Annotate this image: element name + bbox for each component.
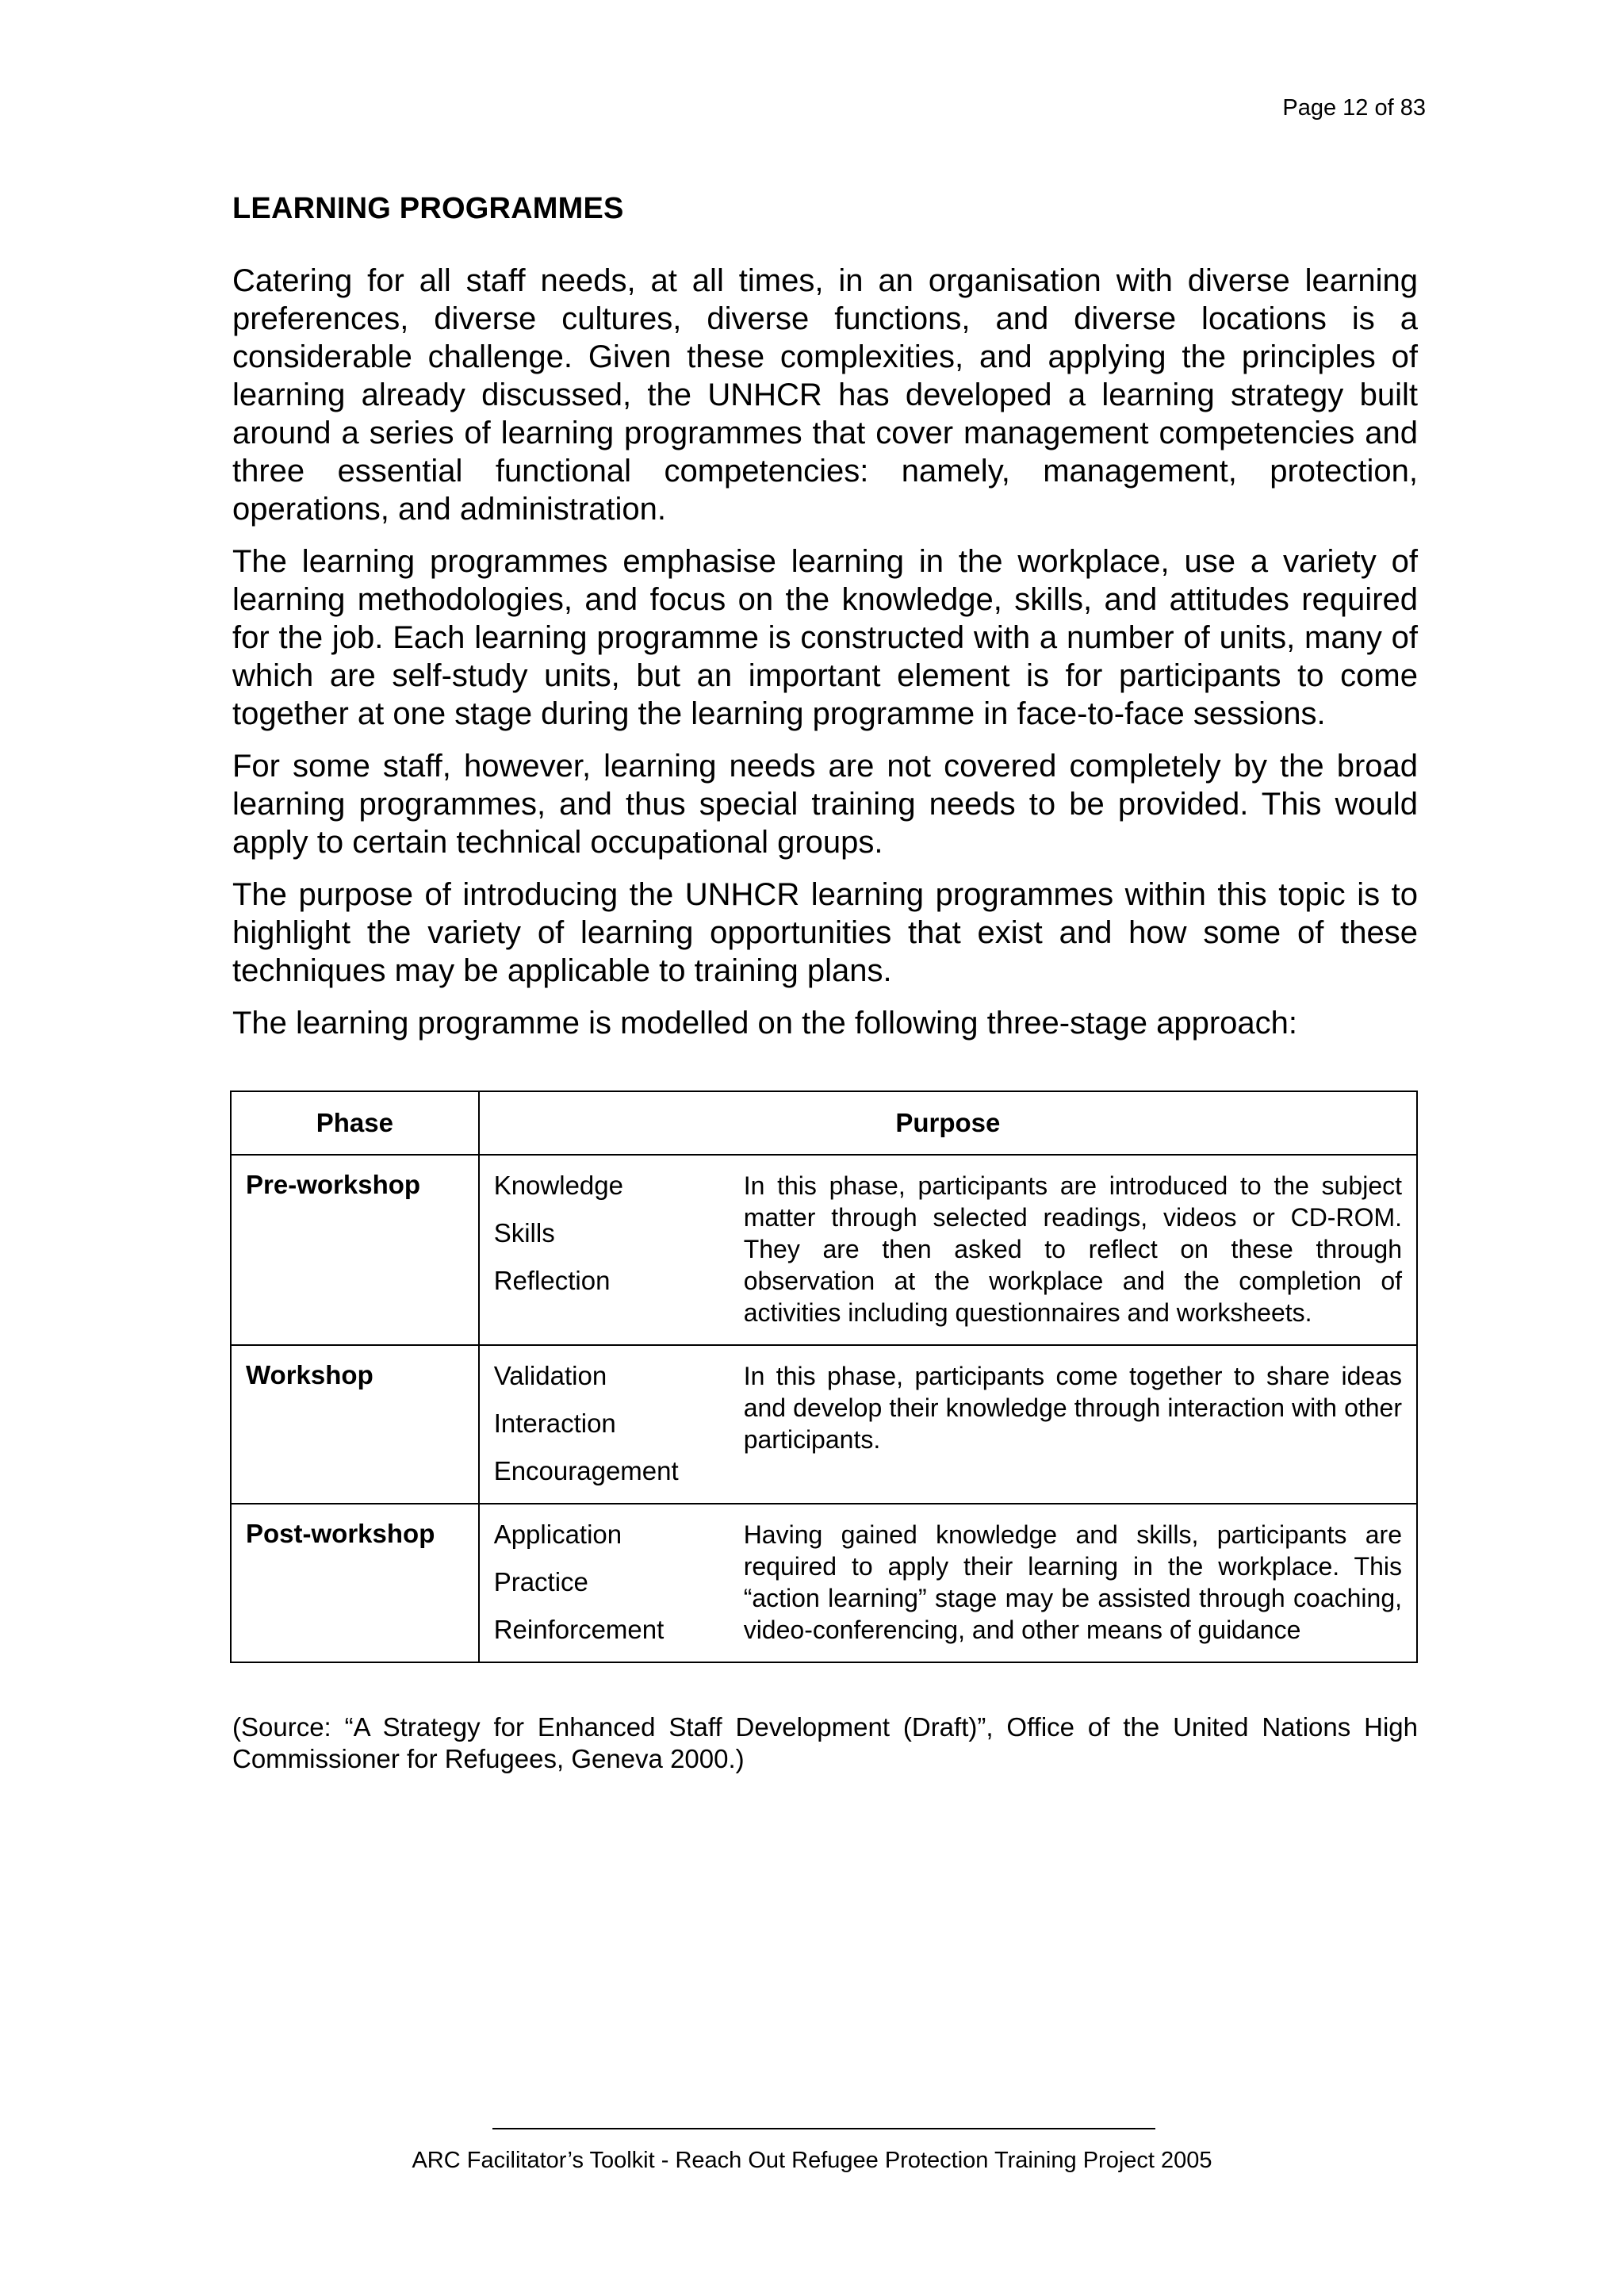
- phase-description: In this phase, participants come together to share ideas and develop their knowledge through interaction with other participants.: [743, 1362, 1402, 1454]
- body-text: [232, 262, 1418, 1056]
- purpose-cell: [479, 1504, 1417, 1662]
- keyword: Knowledge: [493, 1171, 623, 1200]
- table-row-post-workshop: [231, 1504, 1417, 1662]
- paragraph: For some staff, however, learning needs are not covered completely by the broad learning programmes, and thus special training needs to be provided. This would apply to certain technical occupational groups.: [232, 749, 1418, 860]
- keyword-list: [494, 1360, 744, 1487]
- learning-phase-table: [230, 1091, 1418, 1663]
- keyword: Application: [493, 1520, 622, 1549]
- page-number: Page 12 of 83: [1282, 95, 1426, 121]
- header-phase: Phase: [231, 1091, 479, 1155]
- paragraph: The purpose of introducing the UNHCR learning programmes within this topic is to highlight the variety of learning opportunities that exist and how some of these techniques may be applicable to training plans.: [232, 877, 1418, 988]
- phase-cell: Post-workshop: [231, 1504, 479, 1662]
- keyword: Reinforcement: [493, 1615, 665, 1644]
- keyword: Practice: [493, 1567, 588, 1596]
- keyword: Skills: [493, 1218, 555, 1248]
- keyword-list: [494, 1519, 744, 1646]
- source-note: (Source: “A Strategy for Enhanced Staff Development (Draft)”, Office of the United Nations High Commissioner for Refugees, Geneva 2000.): [232, 1712, 1418, 1773]
- phase-description: Having gained knowledge and skills, participants are required to apply their learning in the workplace. This “action learning” stage may be assisted through coaching, video-conferencing, and other means of guidance: [743, 1520, 1402, 1644]
- paragraph: The learning programmes emphasise learning in the workplace, use a variety of learning methodologies, and focus on the knowledge, skills, and attitudes required for the job. Each learning programme is constructed with a number of units, many of which are self-study units, but an important element is for participants to come together at one stage during the learning programme in face-to-face sessions.: [232, 544, 1418, 731]
- keyword: Encouragement: [493, 1456, 679, 1485]
- table-row-pre-workshop: [231, 1155, 1417, 1345]
- phase-cell: Workshop: [231, 1345, 479, 1504]
- table-header-row: [231, 1091, 1417, 1155]
- header-purpose: Purpose: [479, 1091, 1417, 1155]
- purpose-cell: [479, 1345, 1417, 1504]
- phase-cell: Pre-workshop: [231, 1155, 479, 1345]
- footer-divider: [492, 2128, 1155, 2129]
- keyword: Interaction: [493, 1409, 616, 1438]
- footer-text: ARC Facilitator’s Toolkit - Reach Out Refugee Protection Training Project 2005: [412, 2148, 1212, 2173]
- table-row-workshop: [231, 1345, 1417, 1504]
- paragraph: Catering for all staff needs, at all times, in an organisation with diverse learning preferences, diverse cultures, diverse functions, and diverse locations is a considerable challenge. Given these complexities, and applying the principles of learning already discussed, the UNHCR has developed a learning strategy built around a series of learning programmes that cover management competencies and three essential functional competencies: namely, management, protection, operations, and administration.: [232, 263, 1418, 527]
- keyword-list: [494, 1170, 744, 1328]
- section-title: LEARNING PROGRAMMES: [232, 192, 624, 225]
- purpose-cell: [479, 1155, 1417, 1345]
- keyword: Validation: [493, 1361, 607, 1390]
- phase-description: In this phase, participants are introduced to the subject matter through selected readings, videos or CD-ROM. They are then asked to reflect on these through observation at the workplace and the completion of activities including questionnaires and worksheets.: [743, 1171, 1402, 1327]
- paragraph: The learning programme is modelled on the following three-stage approach:: [232, 1006, 1297, 1041]
- keyword: Reflection: [493, 1266, 611, 1295]
